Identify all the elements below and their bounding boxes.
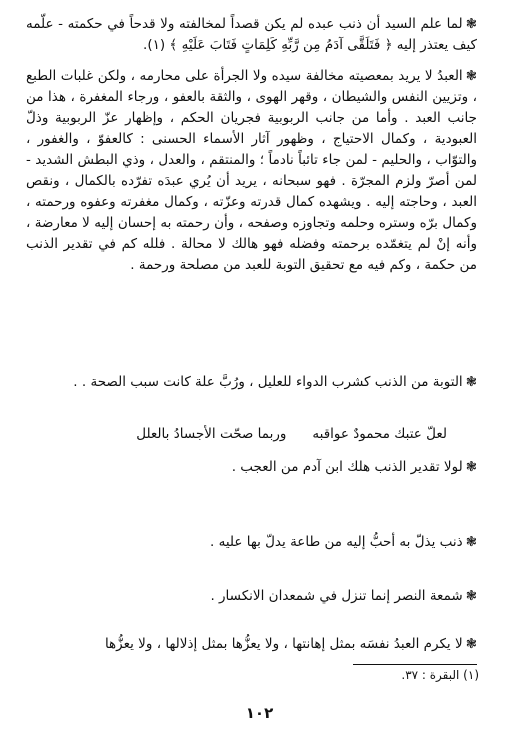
paragraph-servant-sin-wisdom — [26, 66, 477, 276]
paragraph-adam-repentance — [26, 14, 477, 56]
verse-first-hemistich: لعلّ عتبك محمودٌ عواقبه — [312, 426, 447, 442]
bullet-icon: ❃ — [465, 588, 477, 604]
page-number: ١٠٢ — [245, 704, 274, 722]
saying-4 — [105, 636, 477, 652]
bullet-icon: ❃ — [465, 459, 477, 475]
saying-1 — [232, 459, 477, 475]
bullet-icon: ❃ — [465, 68, 477, 84]
bullet-icon: ❃ — [465, 374, 477, 390]
verse-second-hemistich: وربما صحّت الأجسادُ بالعلل — [136, 426, 287, 442]
paragraph-text: العبدُ لا يريد بمعصيته مخالفة سيده ولا الجرأة على محارمه ، ولكن غلبات الطبع ، وتزيين النفس والشيطان ، وقهر الهوى ، والثقة بالعفو ، ورجاء المغفرة ، هذا من جانب العبد . وأما من جانب الربوبية فجريان الحكم ، وإظهار عزّ الربوبية وذلّ العبودية ، وكمال الاحتياج ، وظهور آثار الأسماء الحسنى : كالعفوّ ، والغفور ، والتوّاب ، والحليم - لمن جاء تائباً نادماً ؛ والمنتقم ، والعدل ، وذي البطش الشديد - لمن أصرّ ولزم المجرّة . فهو سبحانه ، يريد أن يُري عبدَه تفرّده بالكمال ، ونقص العبد ، وحاجته إليه . ويشهده كمال قدرته وعزّته ، وكمال مغفرته وعفوه ورحمته ، وكمال برّه وستره وحلمه وتجاوزه وصفحه ، وأن رحمته به إحسان إليه لا معارضة ، وأنه إنْ لم يتغمّده برحمته وفضله فهو هالك لا محالة . فلله كم في تقدير الذنب من حكمة ، وكم فيه مع تحقيق التوبة للعبد من مصلحة ورحمة . — [26, 68, 477, 273]
footnote: (١) البقرة : ٣٧. — [401, 668, 479, 682]
saying-text: ذنب يذلّ به أحبُّ إليه من طاعة يدلّ بها عليه . — [210, 534, 463, 550]
bullet-icon: ❃ — [465, 534, 477, 550]
bullet-icon: ❃ — [465, 636, 477, 652]
saying-3 — [210, 588, 477, 604]
poetry-verse — [110, 426, 447, 442]
saying-text: شمعة النصر إنما تنزل في شمعدان الانكسار . — [210, 588, 463, 604]
paragraph-text: التوبة من الذنب كشرب الدواء للعليل ، ورُبَّ علة كانت سبب الصحة . . — [73, 374, 463, 390]
footnote-divider — [353, 664, 477, 665]
bullet-icon: ❃ — [465, 16, 477, 32]
paragraph-repentance-medicine — [26, 372, 477, 393]
saying-text: لا يكرم العبدُ نفسَه بمثل إهانتها ، ولا يعزُّها بمثل إذلالها ، ولا يعزُّها — [104, 636, 463, 652]
paragraph-text: لما علم السيد أن ذنب عبده لم يكن قصداً لمخالفته ولا قدحاً في حكمته - علّمه كيف يعتذر إليه ﴿ فَتَلَقَّى آدَمُ مِن رَّبِّهِ كَلِمَاتٍ فَتَابَ عَلَيْهِ ﴾ (١). — [26, 16, 477, 53]
saying-text: لولا تقدير الذنب هلك ابن آدم من العجب . — [231, 459, 463, 475]
saying-2 — [210, 534, 477, 550]
